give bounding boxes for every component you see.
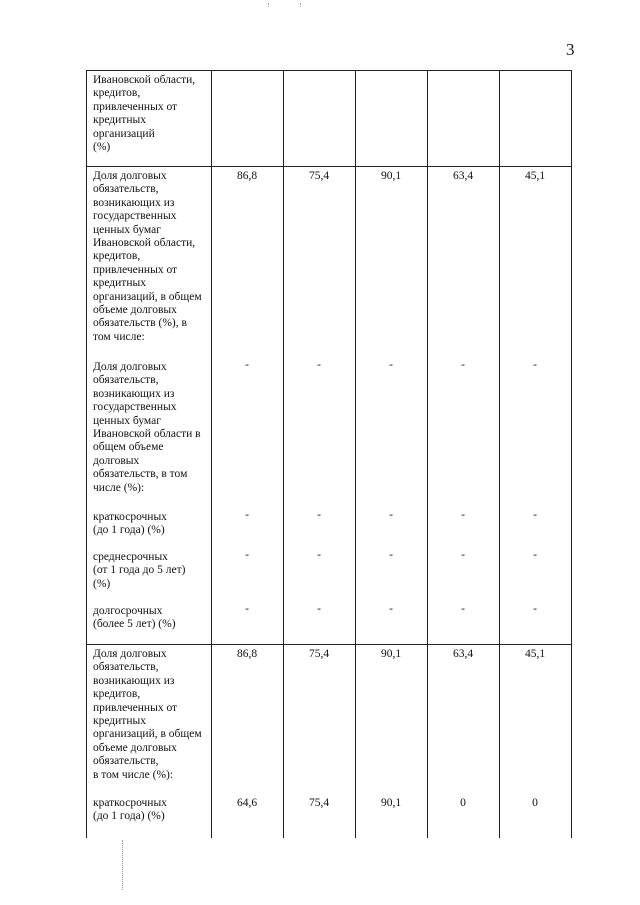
table-cell: -: [461, 509, 465, 521]
table-cell: -: [461, 359, 465, 371]
row-label: краткосрочных (до 1 года) (%): [93, 797, 167, 823]
table-cell: 0: [460, 797, 466, 809]
table-border-left: [86, 70, 87, 838]
column-divider: [427, 70, 428, 838]
table-cell: -: [245, 359, 249, 371]
row-label: долгосрочных (более 5 лет) (%): [93, 605, 176, 631]
table-cell: -: [389, 603, 393, 615]
row-label: Доля долговых обязательств, возникающих из государственных ценных бумаг Ивановской области в общем объеме долговых обязательств, в том числе (%):: [93, 361, 201, 494]
row-label: Ивановской области, кредитов, привлеченных от кредитных организаций (%): [93, 74, 196, 154]
table-border-right: [571, 70, 572, 838]
table-cell: 86,8: [236, 170, 258, 182]
table-cell: -: [461, 549, 465, 561]
table-border-top: [86, 70, 572, 71]
scan-artifact: [300, 3, 301, 7]
table-cell: -: [533, 603, 537, 615]
table-cell: -: [245, 549, 249, 561]
scan-artifact: [268, 3, 269, 7]
column-divider: [499, 70, 500, 838]
table-cell: 45,1: [524, 648, 546, 660]
table-cell: -: [389, 549, 393, 561]
table-cell: -: [317, 549, 321, 561]
row-label: краткосрочных (до 1 года) (%): [93, 511, 167, 537]
table-cell: -: [245, 509, 249, 521]
scan-artifact: [122, 840, 123, 890]
table-cell: 75,4: [308, 648, 330, 660]
table-cell: 45,1: [524, 170, 546, 182]
table-cell: 64,6: [236, 797, 258, 809]
table-cell: 63,4: [452, 648, 474, 660]
page-number: 3: [566, 40, 575, 59]
table-cell: 75,4: [308, 170, 330, 182]
table-cell: -: [245, 603, 249, 615]
table-cell: -: [389, 359, 393, 371]
table-cell: -: [317, 359, 321, 371]
table-cell: -: [461, 603, 465, 615]
table-cell: 63,4: [452, 170, 474, 182]
column-divider: [283, 70, 284, 838]
row-label: Доля долговых обязательств, возникающих из государственных ценных бумаг Ивановской области, кредитов, привлеченных от кредитных организаций, в общем объеме долговых обязательств (%), в том числе:: [93, 170, 202, 343]
table-cell: 90,1: [380, 797, 402, 809]
row-divider: [86, 166, 572, 167]
row-divider: [86, 644, 572, 645]
table-cell: 90,1: [380, 170, 402, 182]
column-divider: [355, 70, 356, 838]
table-cell: -: [533, 509, 537, 521]
table-cell: 75,4: [308, 797, 330, 809]
table-cell: -: [533, 549, 537, 561]
table-cell: -: [533, 359, 537, 371]
table-cell: 90,1: [380, 648, 402, 660]
table-cell: -: [317, 603, 321, 615]
column-divider: [211, 70, 212, 838]
row-label: среднесрочных (от 1 года до 5 лет) (%): [93, 551, 186, 590]
row-label: Доля долговых обязательств, возникающих из кредитов, привлеченных от кредитных организаций, в общем объеме долговых обязательств, в том числе (%):: [93, 648, 202, 781]
table-cell: 86,8: [236, 648, 258, 660]
table-cell: -: [317, 509, 321, 521]
table-cell: 0: [532, 797, 538, 809]
table-cell: -: [389, 509, 393, 521]
